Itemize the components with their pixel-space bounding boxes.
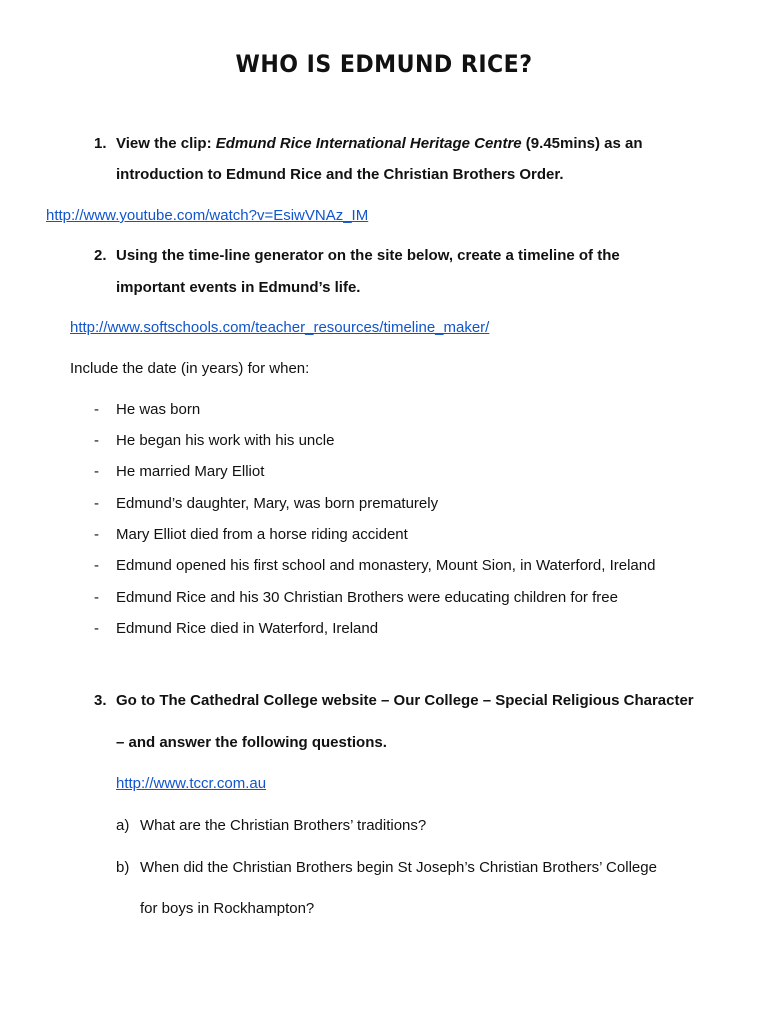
question-1-line-1 — [116, 135, 643, 152]
question-2-number: 2. — [94, 247, 107, 264]
list-item: He married Mary Elliot — [116, 463, 265, 480]
question-1-line-2: introduction to Edmund Rice and the Christian Brothers Order. — [116, 166, 564, 183]
list-item: Edmund’s daughter, Mary, was born prematurely — [116, 495, 439, 512]
bullet-marker: - — [94, 620, 99, 637]
bullet-marker: - — [94, 557, 99, 574]
bullet-marker: - — [94, 432, 99, 449]
bullet-marker: - — [94, 589, 99, 606]
question-1-suffix: (9.45mins) as an — [521, 135, 643, 152]
bullet-marker: - — [94, 526, 99, 543]
list-item: Edmund Rice and his 30 Christian Brothers were educating children for free — [116, 589, 618, 606]
question-2-line-1: Using the time-line generator on the site below, create a timeline of the — [116, 247, 620, 264]
sub-question-b-line-1: When did the Christian Brothers begin St Joseph’s Christian Brothers’ College — [140, 859, 657, 876]
list-item: He was born — [116, 401, 201, 418]
list-item: He began his work with his uncle — [116, 432, 335, 449]
timeline-intro: Include the date (in years) for when: — [70, 360, 310, 377]
question-3-line-1: Go to The Cathedral College website – Our College – Special Religious Character — [116, 692, 694, 709]
bullet-marker: - — [94, 401, 99, 418]
sub-question-a-text: What are the Christian Brothers’ traditions? — [140, 817, 427, 834]
sub-question-b-line-2: for boys in Rockhampton? — [140, 900, 315, 917]
bullet-marker: - — [94, 495, 99, 512]
tccr-link[interactable]: http://www.tccr.com.au — [116, 775, 267, 792]
youtube-link[interactable]: http://www.youtube.com/watch?v=EsiwVNAz_IM — [46, 207, 369, 224]
sub-question-b-label: b) — [116, 859, 130, 876]
list-item: Edmund Rice died in Waterford, Ireland — [116, 620, 379, 637]
question-2-line-2: important events in Edmund’s life. — [116, 279, 361, 296]
question-1-number: 1. — [94, 135, 107, 152]
softschools-link[interactable]: http://www.softschools.com/teacher_resources/timeline_maker/ — [70, 319, 490, 336]
clip-title: Edmund Rice International Heritage Centre — [215, 135, 522, 152]
question-3-line-2: – and answer the following questions. — [116, 734, 387, 751]
question-1-prefix: View the clip: — [116, 135, 216, 152]
list-item: Mary Elliot died from a horse riding accident — [116, 526, 408, 543]
sub-question-a-label: a) — [116, 817, 130, 834]
list-item: Edmund opened his first school and monastery, Mount Sion, in Waterford, Ireland — [116, 557, 656, 574]
page-title: WHO IS EDMUND RICE? — [235, 50, 533, 78]
question-3-number: 3. — [94, 692, 107, 709]
bullet-marker: - — [94, 463, 99, 480]
